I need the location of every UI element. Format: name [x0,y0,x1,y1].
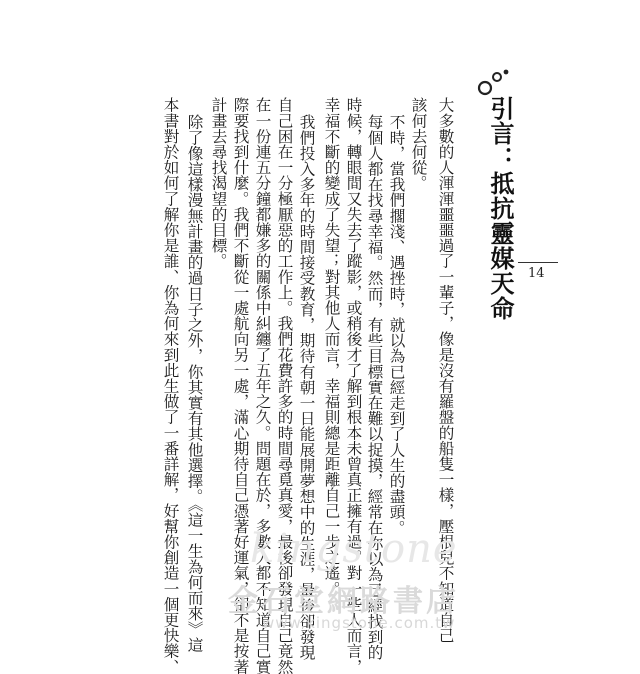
text-column: 自己困在一分極厭惡的工作上。我們花費許多的時間尋覓真愛，最後卻發現自己竟然 [275,97,294,674]
text-column: 我們投入多年的時間接受教育，期待有朝一日能展開夢想中的生涯，最後卻發現 [297,114,316,660]
text-column: 該何去何從。 [409,97,428,191]
text-column: 除了像這樣漫無計畫的過日子之外，你其實有其他選擇。《這一生為何而來》這 [185,114,204,653]
text-column: 每個人都在找尋幸福。然而，有些目標實在難以捉摸，經常在你以為已經找到的 [365,114,384,660]
watermark-logo: kingstone [250,526,458,572]
page-number-rule [518,262,558,263]
text-column: 大多數的人渾渾噩噩過了一輩子，像是沒有羅盤的船隻一樣，壓根兒不知道自己 [436,97,455,643]
chapter-ornament-icon [476,66,514,96]
text-column: 在一份連五分鐘都嫌多的關係中糾纏了五年之久。問題在於，多數人都不知道自己實 [253,97,272,674]
text-column: 計畫去尋找渴望的目標。 [209,97,228,269]
chapter-title: 引言：抵抗靈媒天命 [486,96,514,321]
text-column: 際要找到什麼。我們不斷從一處航向另一處，滿心期待自己憑著好運氣，卻不是按著 [231,97,250,674]
text-column: 本書對於如何了解你是誰、你為何來到此生做了一番詳解，好幫你創造一個更快樂、 [161,97,180,674]
watermark-url: www.kingstone.com.tw [262,614,456,632]
text-column: 不時，當我們擱淺、遇挫時，就以為已經走到了人生的盡頭。 [387,114,406,536]
text-column: 幸福不斷的變成了失望；對其他人而言，幸福則總是距離自己一步之遙。 [322,97,341,597]
page-number: 14 [528,266,545,281]
text-column: 時候，轉眼間又失去了蹤影，或稍後才了解到根本未曾真正擁有過。對一些人而言， [344,97,363,674]
watermark-store-name: 金石堂網路書店 [228,584,459,619]
